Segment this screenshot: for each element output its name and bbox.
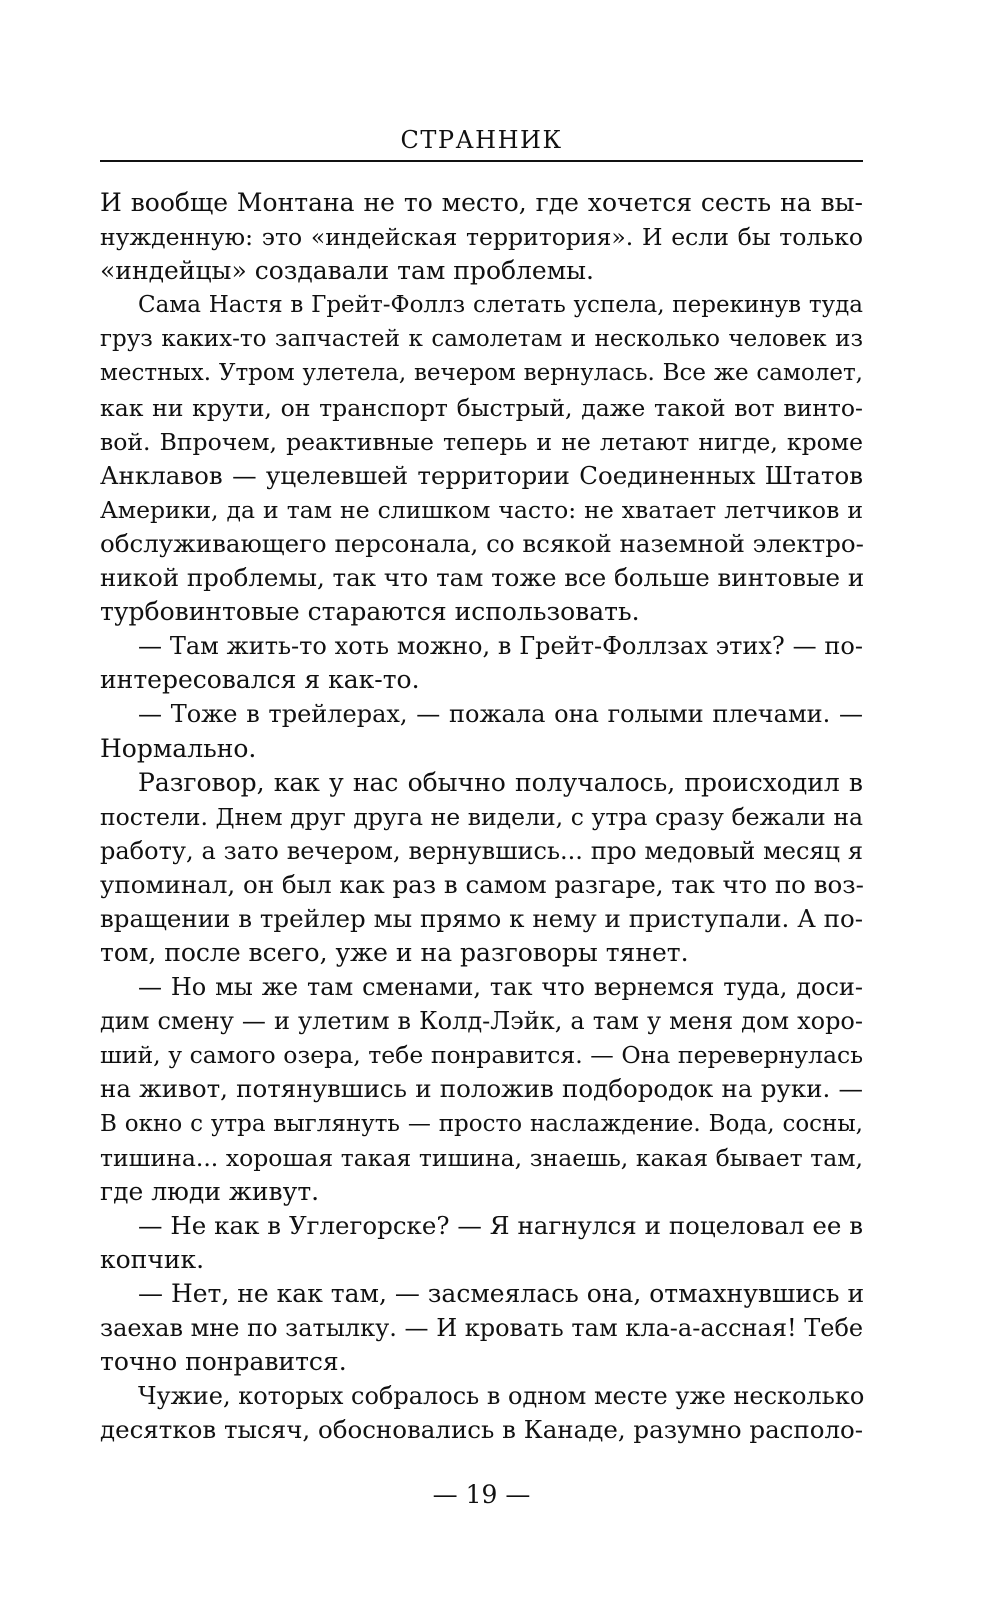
running-head-title: СТРАННИК <box>400 126 563 154</box>
text-line: вой. Впрочем, реактивные теперь и не летают нигде, кроме <box>100 427 863 456</box>
text-line: Нормально. <box>100 733 257 763</box>
text-line: точно понравится. <box>100 1347 347 1377</box>
body-text <box>100 186 863 1447</box>
text-line: десятков тысяч, обосновались в Канаде, разумно располо- <box>100 1415 864 1445</box>
text-line: Сама Настя в Грейт-Фоллз слетать успела, перекинув туда <box>138 292 863 319</box>
text-line: — Нет, не как там, — засмеялась она, отмахнувшись и <box>138 1279 865 1308</box>
text-line: груз каких-то запчастей к самолетам и несколько человек из <box>100 326 863 353</box>
text-line: копчик. <box>100 1244 205 1274</box>
text-line: местных. Утром улетела, вечером вернулась. Все же самолет, <box>100 360 863 387</box>
text-line: интересовался я как-то. <box>100 665 420 695</box>
text-line: на живот, потянувшись и положив подбородок на руки. — <box>100 1074 863 1104</box>
text-line: — Тоже в трейлерах, — пожала она голыми плечами. — <box>138 700 863 729</box>
text-line: дим смену — и улетим в Колд-Лэйк, а там у меня дом хоро- <box>100 1007 863 1036</box>
text-line: — Там жить-то хоть можно, в Грейт-Фоллзах этих? — по- <box>138 632 863 661</box>
text-line: Анклавов — уцелевшей территории Соединенных Штатов <box>100 460 863 490</box>
text-line: том, после всего, уже и на разговоры тянет. <box>100 938 689 968</box>
text-line: постели. Днем друг друга не видели, с утра сразу бежали на <box>100 802 863 831</box>
text-line: где люди живут. <box>100 1176 320 1206</box>
text-line: — Но мы же там сменами, так что вернемся туда, доси- <box>138 973 863 1002</box>
text-line: Разговор, как у нас обычно получалось, происходил в <box>138 767 863 797</box>
text-line: никой проблемы, так что там тоже все больше винтовые и <box>100 563 865 593</box>
text-line: ший, у самого озера, тебе понравится. — Она перевернулась <box>100 1041 863 1070</box>
text-line: нужденную: это «индейская территория». И если бы только <box>100 223 863 252</box>
text-line: «индейцы» создавали там проблемы. <box>100 256 595 286</box>
text-line: заехав мне по затылку. — И кровать там кла-а-ассная! Тебе <box>100 1314 864 1343</box>
text-line: упоминал, он был как раз в самом разгаре, так что по воз- <box>100 869 864 899</box>
text-line: вращении в трейлер мы прямо к нему и приступали. А по- <box>100 903 863 933</box>
text-line: — Не как в Углегорске? — Я нагнулся и поцеловал ее в <box>138 1210 863 1240</box>
text-line: тишина... хорошая такая тишина, знаешь, какая бывает там, <box>100 1143 863 1172</box>
page-number: — 19 — <box>432 1480 531 1509</box>
header-rule <box>100 160 863 162</box>
text-line: турбовинтовые стараются использовать. <box>100 597 640 627</box>
text-line: В окно с утра выглянуть — просто наслаждение. Вода, сосны, <box>100 1110 863 1137</box>
text-line: Чужие, которых собралось в одном месте уже несколько <box>138 1382 865 1411</box>
text-line: работу, а зато вечером, вернувшись... про медовый месяц я <box>100 836 863 865</box>
text-line: обслуживающего персонала, со всякой наземной электро- <box>100 528 864 558</box>
text-line: И вообще Монтана не то место, где хочется сесть на вы- <box>100 188 863 217</box>
text-line: Америки, да и там не слишком часто: не хватает летчиков и <box>100 495 863 524</box>
text-line: как ни крути, он транспорт быстрый, даже такой вот винто- <box>100 393 863 422</box>
